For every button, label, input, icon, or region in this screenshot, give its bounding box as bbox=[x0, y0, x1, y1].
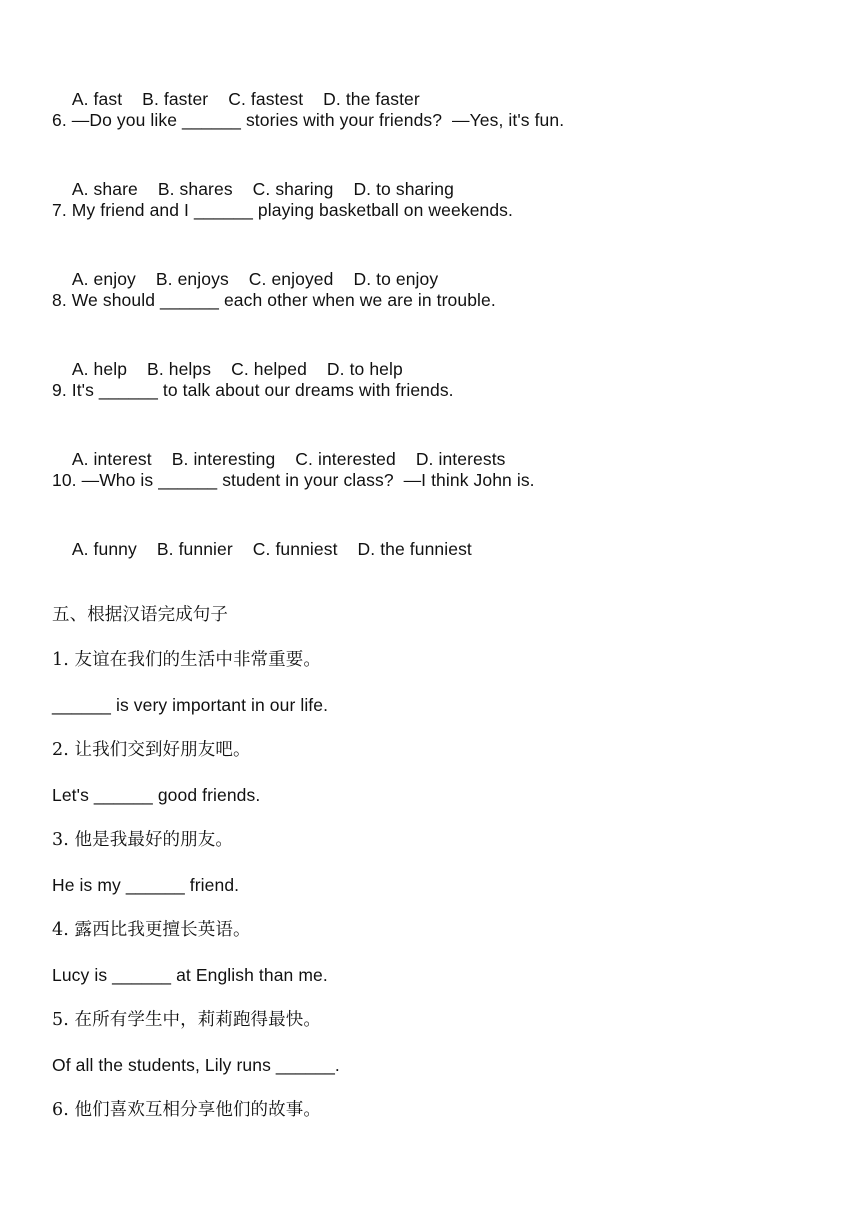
translation-answer-5: Of all the students, Lily runs ______. bbox=[52, 1055, 340, 1075]
q9-option-b: B. interesting bbox=[171, 449, 276, 469]
translation-answer-1: ______ is very important in our life. bbox=[52, 695, 329, 715]
q6-stem: 6. —Do you like ______ stories with your friends? —Yes, it's fun. bbox=[52, 110, 565, 130]
translation-prompt-6: 6. 他们喜欢互相分享他们的故事。 bbox=[52, 1100, 321, 1120]
q7-option-a: A. enjoy bbox=[71, 269, 136, 289]
q7-stem: 7. My friend and I ______ playing basketball on weekends. bbox=[52, 200, 513, 220]
q8-option-d: D. to help bbox=[326, 359, 403, 379]
q10-option-a: A. funny bbox=[71, 539, 137, 559]
q5-option-c: C. fastest bbox=[228, 89, 304, 109]
q6-option-d: D. to sharing bbox=[353, 179, 454, 199]
q10-stem: 10. —Who is ______ student in your class? —I think John is. bbox=[52, 470, 535, 490]
q7-option-c: C. enjoyed bbox=[248, 269, 334, 289]
translation-prompt-3: 3. 他是我最好的朋友。 bbox=[52, 830, 233, 850]
q10-options bbox=[52, 513, 472, 585]
translation-answer-4: Lucy is ______ at English than me. bbox=[52, 965, 328, 985]
translation-prompt-5: 5. 在所有学生中，莉莉跑得最快。 bbox=[52, 1010, 321, 1030]
section-title: 五、根据汉语完成句子 bbox=[52, 605, 228, 625]
translation-answer-3: He is my ______ friend. bbox=[52, 875, 240, 895]
q7-option-b: B. enjoys bbox=[155, 269, 229, 289]
q5-option-a: A. fast bbox=[71, 89, 123, 109]
q6-option-b: B. shares bbox=[157, 179, 233, 199]
q9-option-c: C. interested bbox=[295, 449, 396, 469]
q8-option-b: B. helps bbox=[147, 359, 212, 379]
translation-prompt-2: 2. 让我们交到好朋友吧。 bbox=[52, 740, 251, 760]
q10-option-c: C. funniest bbox=[252, 539, 338, 559]
q8-option-a: A. help bbox=[71, 359, 128, 379]
q6-option-a: A. share bbox=[71, 179, 138, 199]
q8-stem: 8. We should ______ each other when we are in trouble. bbox=[52, 290, 496, 310]
translation-prompt-1: 1. 友谊在我们的生活中非常重要。 bbox=[52, 650, 321, 670]
q9-stem: 9. It's ______ to talk about our dreams with friends. bbox=[52, 380, 454, 400]
q6-option-c: C. sharing bbox=[252, 179, 334, 199]
q9-option-d: D. interests bbox=[415, 449, 506, 469]
q8-option-c: C. helped bbox=[231, 359, 307, 379]
q10-option-d: D. the funniest bbox=[357, 539, 472, 559]
translation-prompt-4: 4. 露西比我更擅长英语。 bbox=[52, 920, 251, 940]
q7-option-d: D. to enjoy bbox=[353, 269, 439, 289]
q5-option-b: B. faster bbox=[142, 89, 209, 109]
translation-answer-2: Let's ______ good friends. bbox=[52, 785, 261, 805]
q10-option-b: B. funnier bbox=[156, 539, 233, 559]
q9-option-a: A. interest bbox=[71, 449, 152, 469]
q5-option-d: D. the faster bbox=[323, 89, 420, 109]
